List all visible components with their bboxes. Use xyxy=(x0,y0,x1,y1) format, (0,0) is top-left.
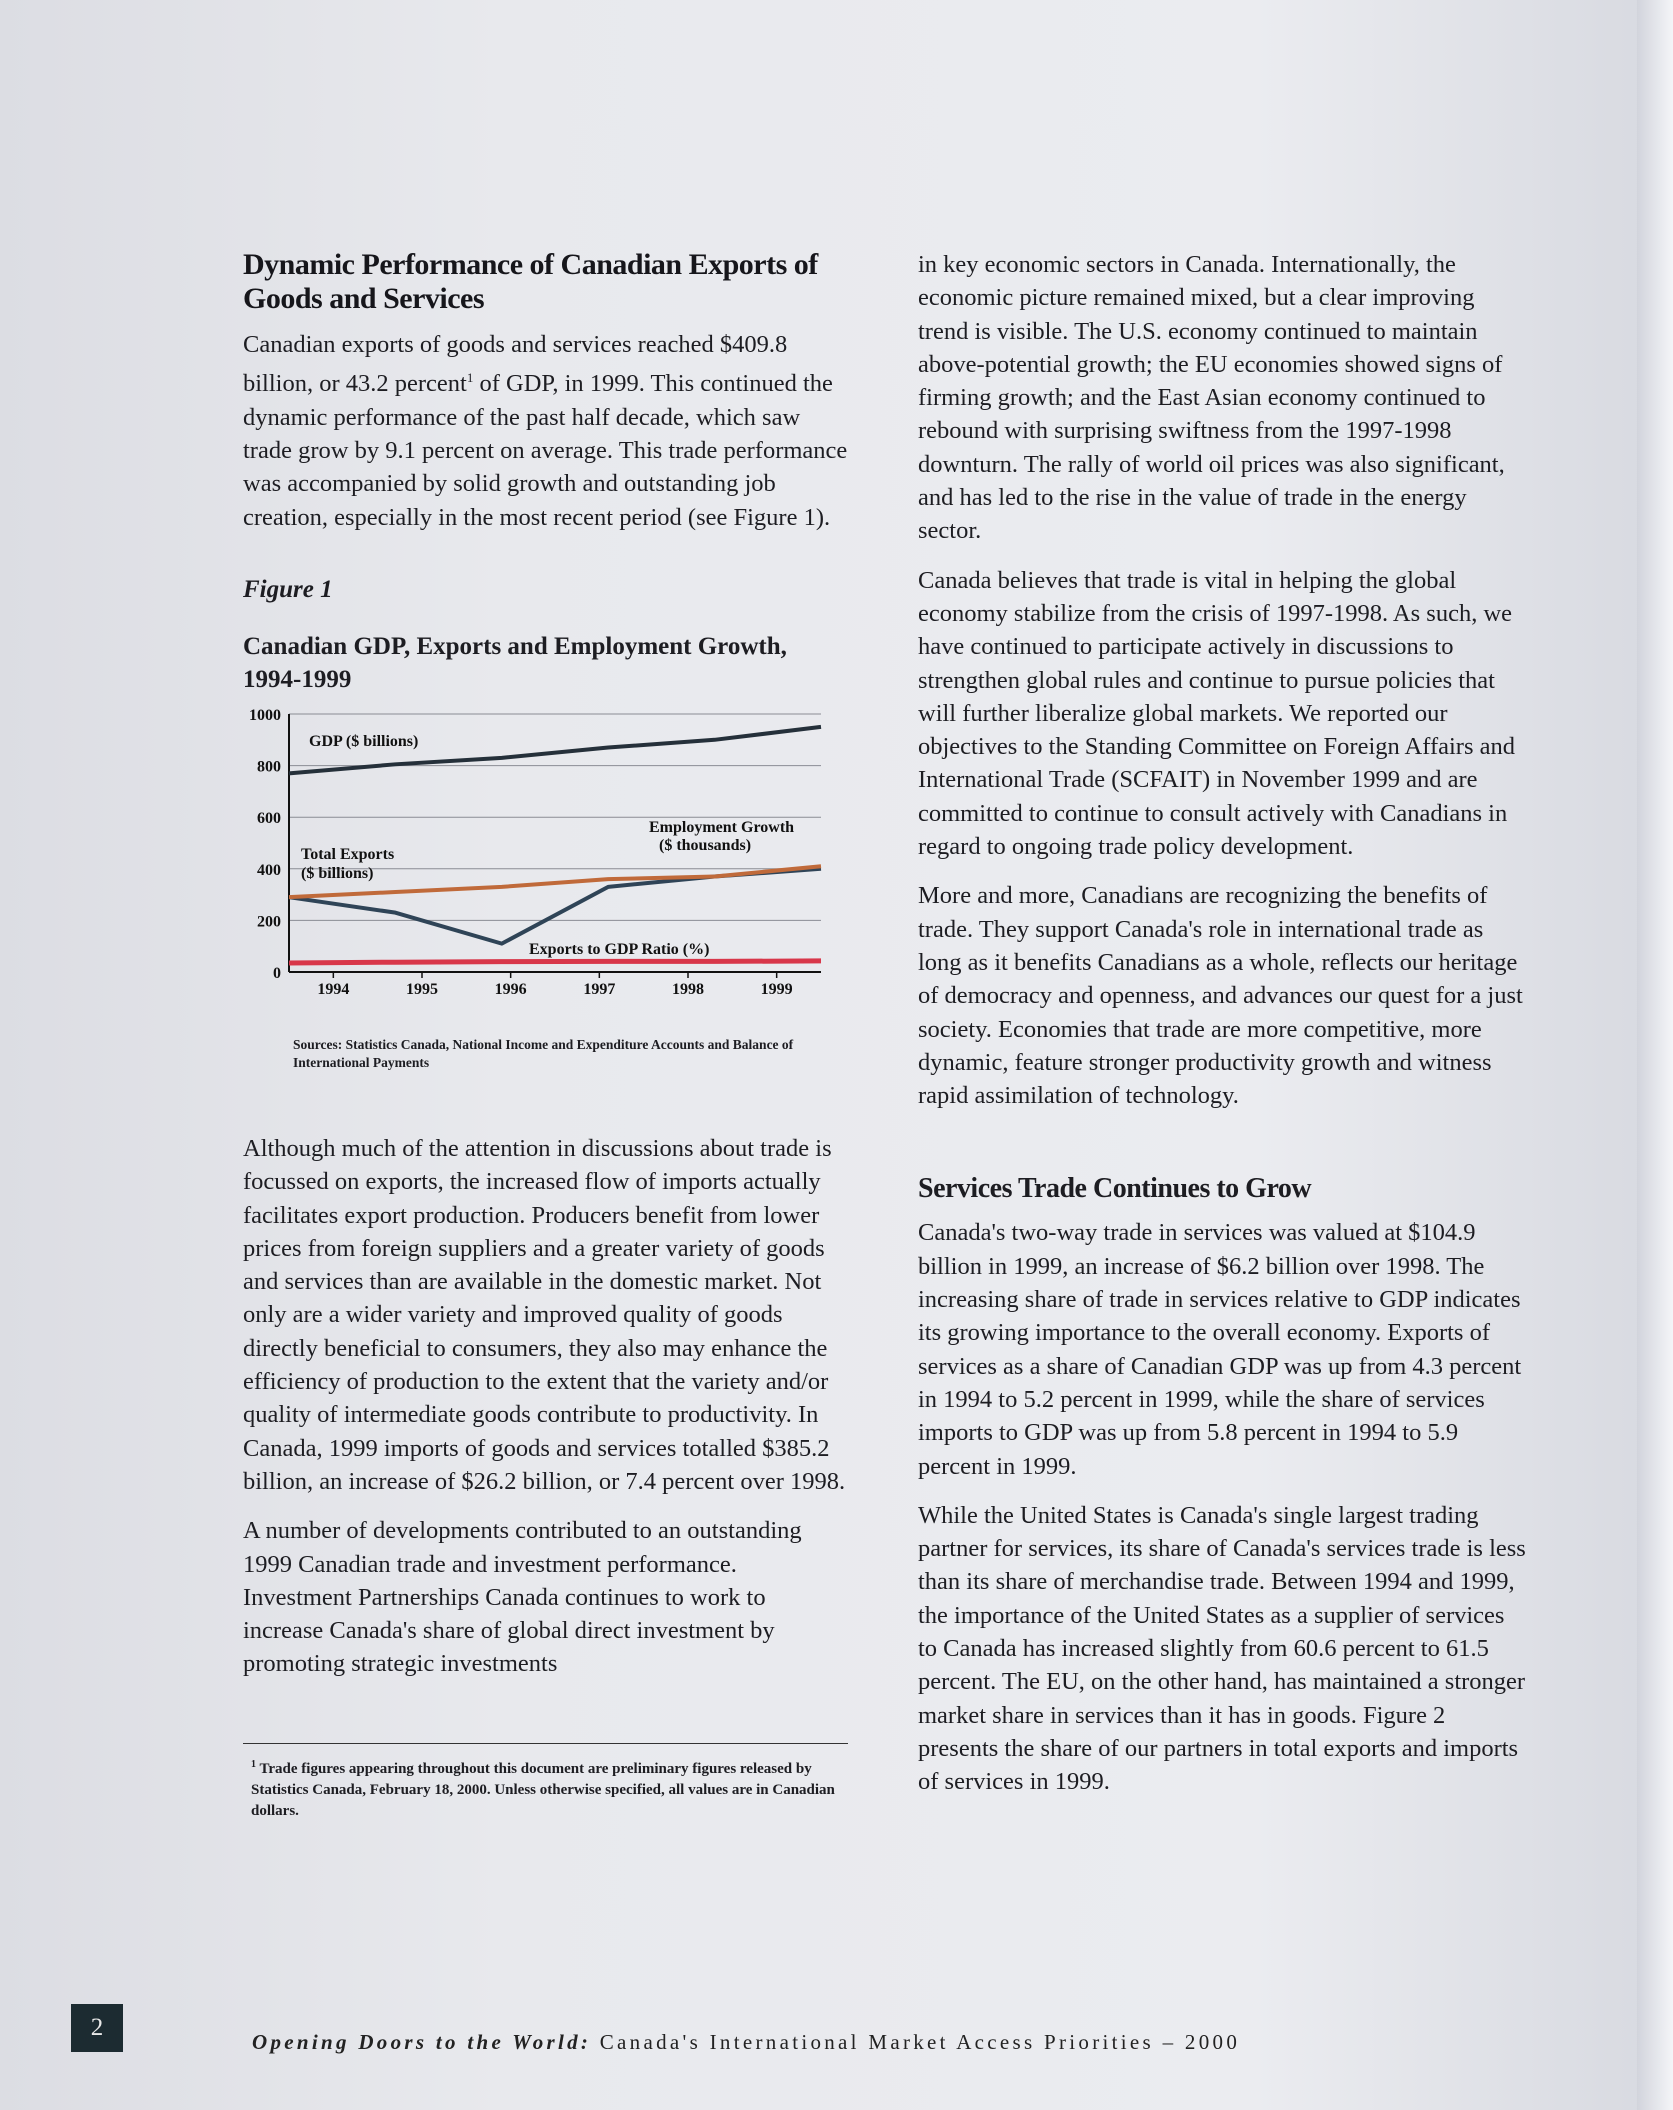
ratio-label: Exports to GDP Ratio (%) xyxy=(529,940,710,958)
intro-paragraph xyxy=(243,328,848,534)
figure-label: Figure 1 xyxy=(243,575,333,603)
benefits-paragraph: More and more, Canadians are recognizing the benefits of trade. They support Canada's role in international trade as long as it benefits Canadians as a whole, reflects our heritage of democracy and openness, and advances our quest for a just society. Economies that trade are more competitive, more dynamic, feature stronger productivity growth and witness rapid assimilation of technology. xyxy=(918,882,1523,1110)
us-partner-paragraph: While the United States is Canada's single largest trading partner for services, its share of Canada's services trade is less than its share of merchandise trade. Between 1994 and 1999, the importance of the United States as a supplier of services to Canada has increased slightly from 60.6 percent to 61.5 percent. The EU, on the other hand, has maintained a stronger market share in services than it has in goods. Figure 2 presents the share of our partners in total exports and imports of services in 1999. xyxy=(918,1501,1526,1796)
x-tick-label: 1996 xyxy=(494,980,527,998)
exports-label-line1: Total Exports xyxy=(301,845,395,863)
y-tick-label: 600 xyxy=(257,810,281,828)
series-line-4 xyxy=(289,961,821,963)
employment-label-line2: ($ thousands) xyxy=(659,836,752,854)
page-edge xyxy=(1637,0,1673,2110)
footer-title-rest: Canada's International Market Access Priorities – 2000 xyxy=(591,2030,1241,2054)
footnote xyxy=(243,1754,848,1822)
y-tick-label: 1000 xyxy=(249,706,281,724)
developments-paragraph: A number of developments contributed to an outstanding 1999 Canadian trade and investment performance. Investment Partnerships Canada continues to work to increase Canada's share of global direct investment by promoting strategic investments xyxy=(243,1517,802,1678)
intro-text-part1: Canadian exports of goods and services reached $409.8 billion, or 43.2 percent xyxy=(243,331,788,398)
imports-paragraph: Although much of the attention in discussions about trade is focussed on exports, the increased flow of imports actually facilitates export production. Producers benefit from lower prices from foreign suppliers and a greater variety of goods and services than are available in the domestic market. Not only are a wider variety and improved quality of goods directly beneficial to consumers, they also may enhance the efficiency of production to the extent that the variety and/or quality of intermediate goods contribute to productivity. In Canada, 1999 imports of goods and services totalled $385.2 billion, an increase of $26.2 billion, or 7.4 percent over 1998. xyxy=(243,1134,846,1495)
services-value-paragraph: Canada's two-way trade in services was valued at $104.9 billion in 1999, an increase of $6.2 billion over 1998. The increasing share of trade in services relative to GDP indicates its growing importance to the overall economy. Exports of services as a share of Canadian GDP was up from 4.3 percent in 1994 to 5.2 percent in 1999, while the share of services imports to GDP was up from 5.8 percent in 1994 to 5.9 percent in 1999. xyxy=(918,1219,1522,1480)
x-tick-label: 1994 xyxy=(317,980,350,998)
footer-title-italic: Opening Doors to the World: xyxy=(252,2030,592,2054)
footnote-marker: 1 xyxy=(466,370,474,386)
x-tick-label: 1999 xyxy=(760,980,793,998)
figure-source: Sources: Statistics Canada, National Income and Expenditure Accounts and Balance of International Payments xyxy=(293,1036,794,1070)
services-subheading: Services Trade Continues to Grow xyxy=(918,1173,1312,1205)
trade-vital-paragraph: Canada believes that trade is vital in helping the global economy stabilize from the crisis of 1997-1998. As such, we have continued to participate actively in discussions to strengthen global rules and continue to pursue policies that will further liberalize global markets. We reported our objectives to the Standing Committee on Foreign Affairs and International Trade (SCFAIT) in November 1999 and are committed to continue to consult actively with Canadians in regard to ongoing trade policy development. xyxy=(918,566,1515,861)
intro-text-part2: of GDP, in 1999. This continued the dynamic performance of the past half decade, which saw trade grow by 9.1 percent on average. This trade performance was accompanied by solid growth and outstanding job creation, especially in the most recent period (see Figure 1). xyxy=(243,370,848,531)
figure-1-chart xyxy=(229,702,834,1032)
x-tick-label: 1998 xyxy=(672,980,704,998)
y-tick-label: 800 xyxy=(257,758,281,776)
employment-label-line1: Employment Growth xyxy=(649,818,795,836)
left-column xyxy=(243,248,848,1822)
section-heading: Dynamic Performance of Canadian Exports of Goods and Services xyxy=(243,248,818,315)
x-tick-label: 1995 xyxy=(406,980,438,998)
footer-title xyxy=(252,2030,1240,2055)
footnote-number: 1 xyxy=(251,1758,256,1770)
gdp-label: GDP ($ billions) xyxy=(309,732,419,750)
footnote-text: Trade figures appearing throughout this document are preliminary figures released by Statistics Canada, February 18, 2000. Unless otherwise specified, all values are in Canadian dollars. xyxy=(251,1760,835,1819)
y-tick-label: 400 xyxy=(257,861,281,879)
y-tick-label: 0 xyxy=(273,964,281,982)
exports-label-line2: ($ billions) xyxy=(301,864,374,882)
figure-title: Canadian GDP, Exports and Employment Growth, 1994-1999 xyxy=(243,632,787,693)
right-column xyxy=(918,248,1528,1814)
y-tick-label: 200 xyxy=(257,913,281,931)
footnote-rule xyxy=(243,1743,848,1744)
economy-paragraph: in key economic sectors in Canada. Internationally, the economic picture remained mixed, but a clear improving trend is visible. The U.S. economy continued to maintain above-potential growth; the EU economies showed signs of firming growth; and the East Asian economy continued to rebound with surprising swiftness from the 1997-1998 downturn. The rally of world oil prices was also significant, and has led to the rise in the value of trade in the energy sector. xyxy=(918,251,1505,545)
x-tick-label: 1997 xyxy=(583,980,616,998)
chart-svg xyxy=(229,702,834,1032)
page-number: 2 xyxy=(71,2004,123,2052)
